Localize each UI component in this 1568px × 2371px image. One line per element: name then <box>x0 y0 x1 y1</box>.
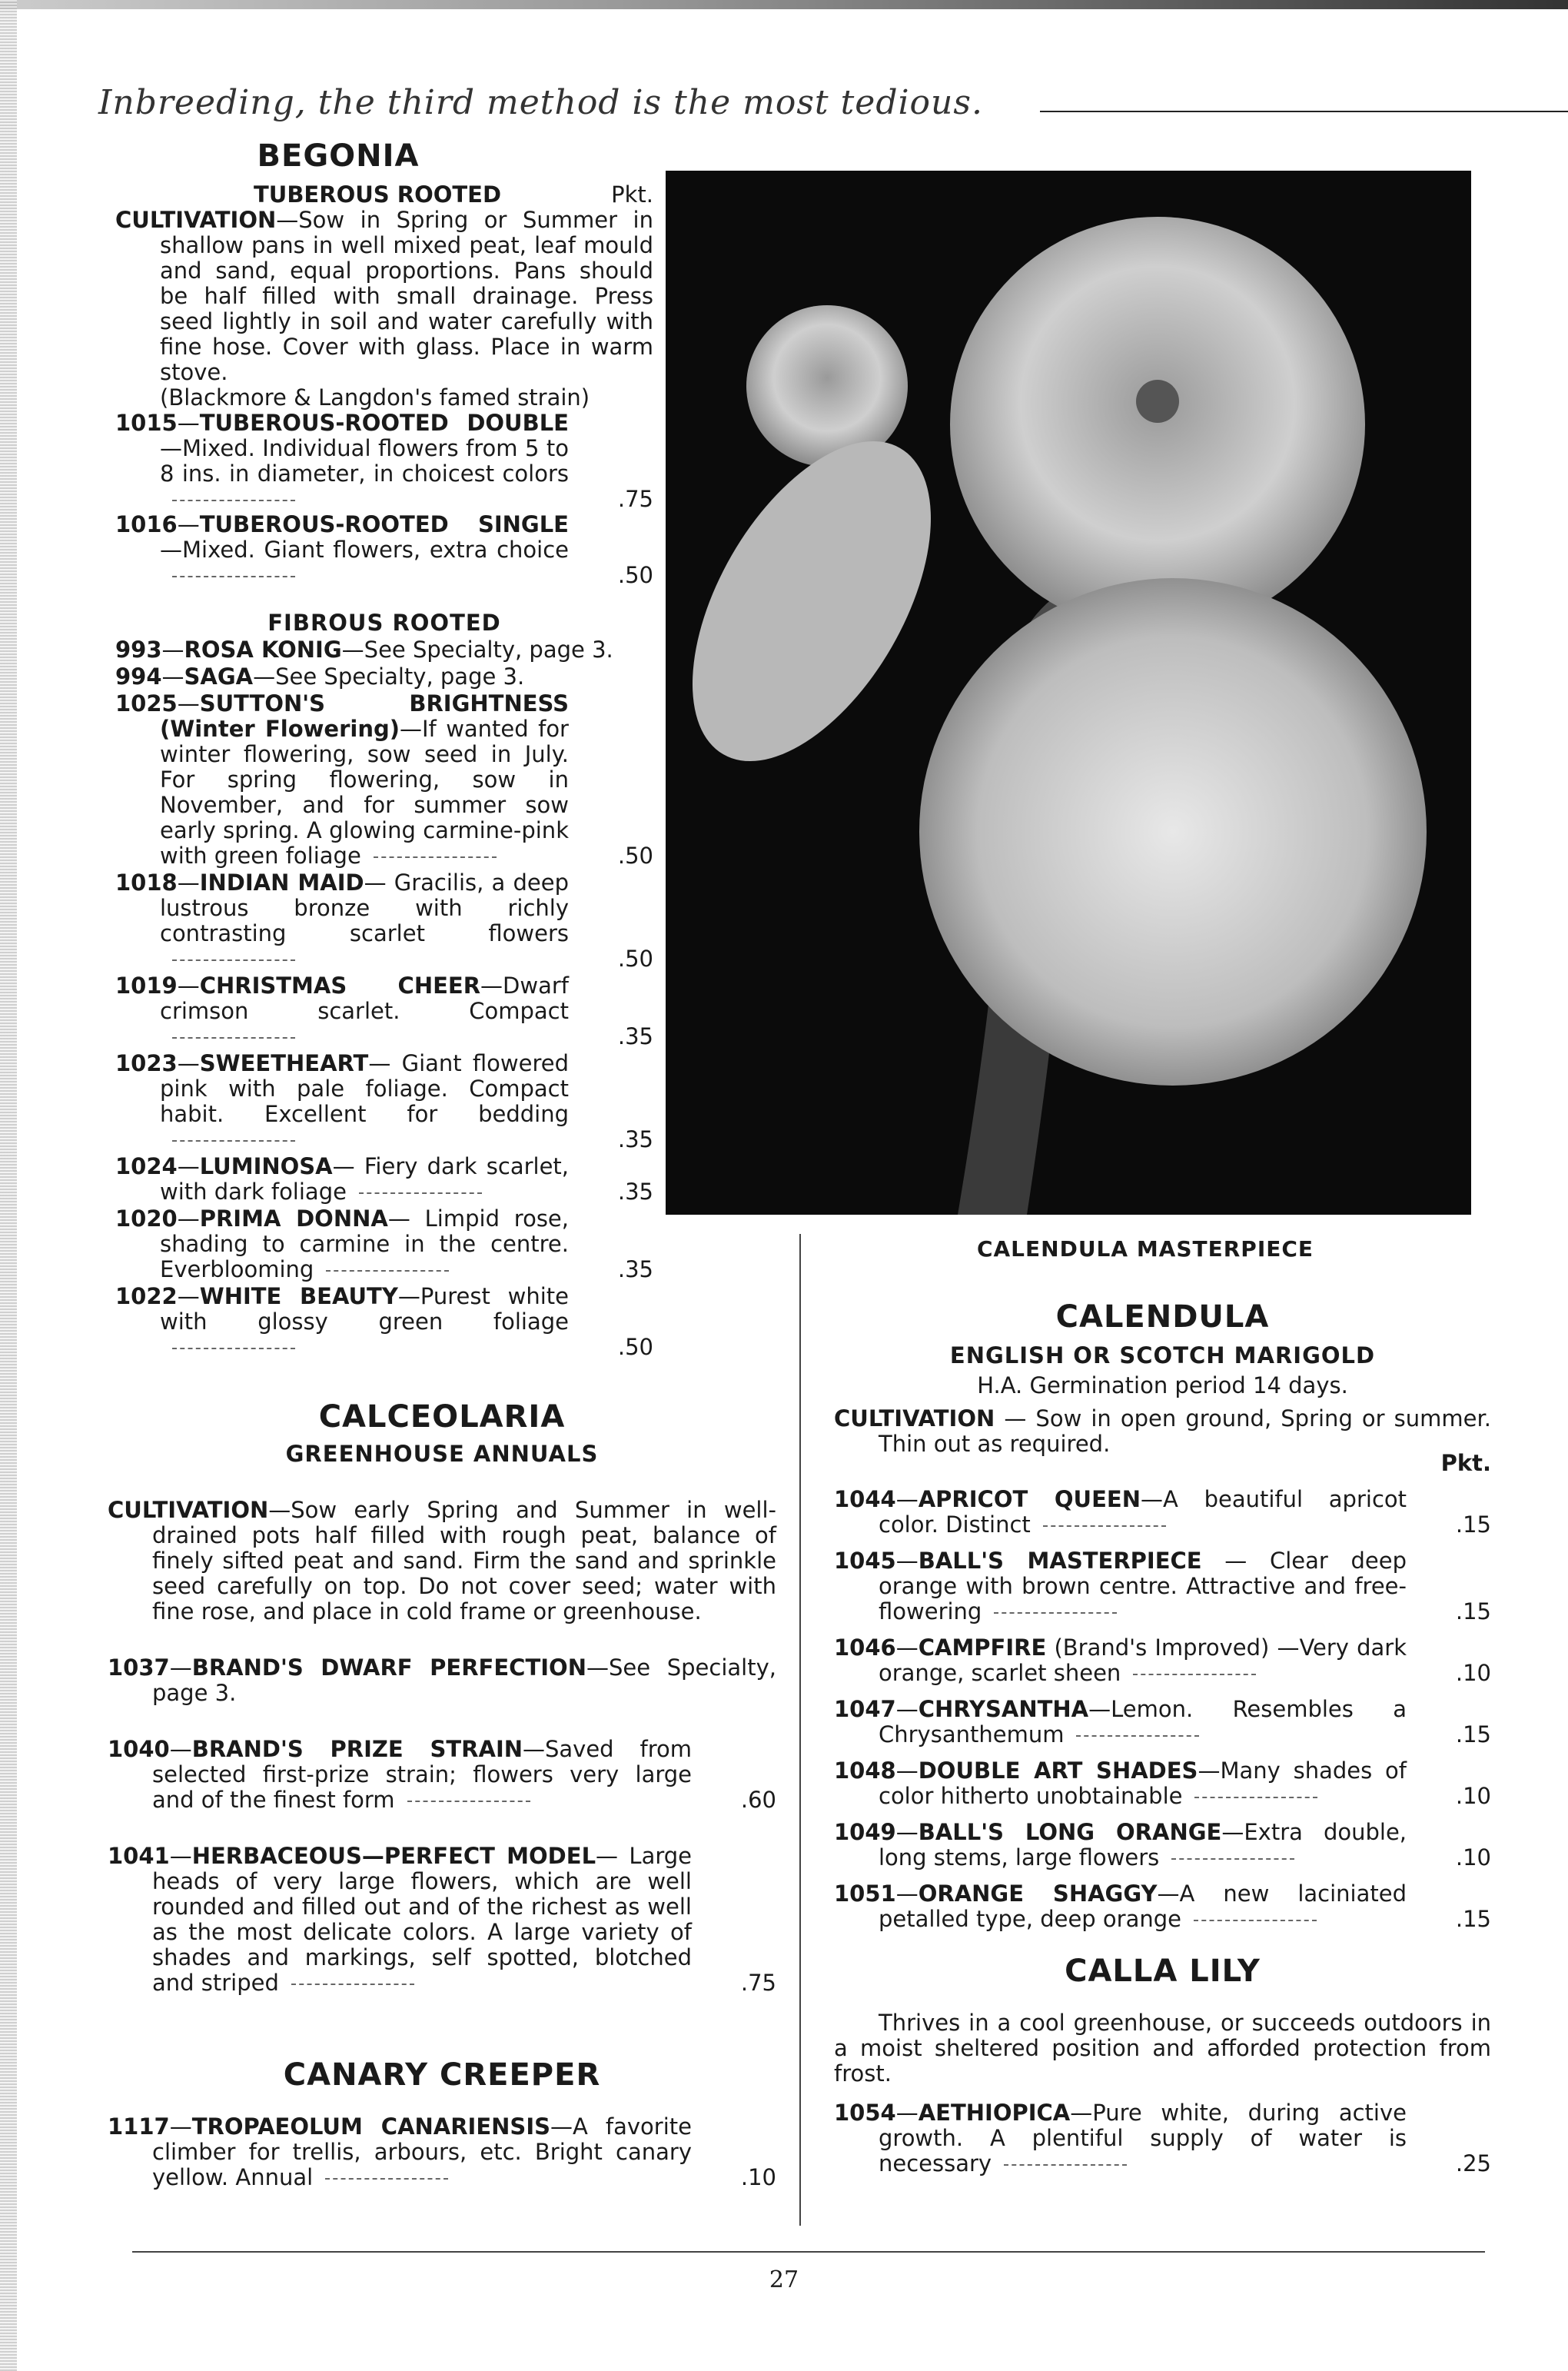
begonia-cultivation: CULTIVATION—Sow in Spring or Summer in shallow pans in well mixed peat, leaf mould and sand, equal proportions. Pans should be half filled with small drainage. Press seed lightly in soil and water carefully with fine hose. Cover with glass. Place in warm stove. <box>115 207 653 385</box>
item-desc: — Giant flowered pink with pale foliage. Compact habit. Excellent for bedding <box>160 1050 569 1127</box>
catalog-item: 1049—BALL'S LONG ORANGE—Extra double, long stems, large flowers .10 <box>834 1819 1491 1871</box>
item-price: .50 <box>617 1334 653 1360</box>
item-desc: —Extra double, long stems, large flowers <box>879 1819 1407 1871</box>
item-desc: —A new laciniated petalled type, deep orange <box>879 1881 1407 1932</box>
item-desc: — Gracilis, a deep lustrous bronze with richly contrasting scarlet flowers <box>160 870 569 946</box>
calla-lily-title: CALLA LILY <box>1065 1954 1261 1989</box>
dot-leader <box>1004 2164 1127 2166</box>
calendula-subtitle: ENGLISH OR SCOTCH MARIGOLD <box>949 1342 1376 1368</box>
catalog-item: 1047—CHRYSANTHA—Lemon. Resembles a Chrysanthemum .15 <box>834 1696 1491 1747</box>
header-tagline: Inbreeding, the third method is the most tedious. <box>98 83 983 122</box>
dot-leader <box>1076 1735 1199 1737</box>
item-price: .35 <box>617 1256 653 1282</box>
item-code: 1051 <box>834 1881 896 1907</box>
item-price: .15 <box>1455 1598 1491 1624</box>
catalog-item: 1016—TUBEROUS-ROOTED SINGLE—Mixed. Giant flowers, extra choice .50 <box>115 511 653 588</box>
item-name: ROSA KONIG <box>184 637 342 663</box>
item-name: AETHIOPICA <box>918 2100 1071 2126</box>
calendula-photo <box>666 171 1471 1215</box>
item-desc: —Dwarf crimson scarlet. Compact <box>160 973 569 1024</box>
item-code: 994 <box>115 663 162 690</box>
item-name: SWEETHEART <box>199 1050 369 1076</box>
item-name: TUBEROUS-ROOTED SINGLE <box>199 511 569 537</box>
canary-creeper-list <box>108 2114 776 2190</box>
arrow-right-icon <box>1040 111 1568 112</box>
item-code: 1025 <box>115 690 178 717</box>
item-name: BRAND'S PRIZE STRAIN <box>191 1736 523 1762</box>
item-desc: —See Specialty, page 3. <box>152 1654 776 1706</box>
item-code: 1045 <box>834 1548 896 1574</box>
strain-note: (Blackmore & Langdon's famed strain) <box>160 384 590 411</box>
catalog-item: 1037—BRAND'S DWARF PERFECTION—See Specialty, page 3. <box>108 1654 776 1706</box>
item-price: .15 <box>1455 1906 1491 1932</box>
item-desc: (Brand's Improved) —Very dark orange, scarlet sheen <box>879 1634 1407 1686</box>
item-desc: — Limpid rose, shading to carmine in the centre. Everblooming <box>160 1205 569 1282</box>
upper-flower <box>950 217 1365 632</box>
catalog-item: 1019—CHRISTMAS CHEER—Dwarf crimson scarlet. Compact .35 <box>115 973 653 1049</box>
catalog-item: 1018—INDIAN MAID— Gracilis, a deep lustrous bronze with richly contrasting scarlet flowers .50 <box>115 870 653 972</box>
fibrous-list <box>115 637 653 1360</box>
item-price: .15 <box>1455 1721 1491 1747</box>
canary-creeper-title: CANARY CREEPER <box>283 2057 601 2093</box>
item-name: CHRISTMAS CHEER <box>199 973 481 999</box>
catalog-item: 1025—SUTTON'S BRIGHTNESS (Winter Flowering)—If wanted for winter flowering, sow seed in July. For spring flowering, sow in November, and for summer sow early spring. A glowing carmine-pink with green foliage .50 <box>115 690 653 869</box>
catalog-item: 1023—SWEETHEART— Giant flowered pink with pale foliage. Compact habit. Excellent for bedding .35 <box>115 1050 653 1152</box>
page-top-edge <box>0 0 1568 9</box>
item-code: 1022 <box>115 1283 178 1309</box>
photo-caption: CALENDULA MASTERPIECE <box>976 1236 1314 1262</box>
item-code: 1023 <box>115 1050 178 1076</box>
dot-leader <box>1171 1858 1294 1860</box>
dot-leader <box>407 1801 530 1802</box>
catalog-item: 993—ROSA KONIG—See Specialty, page 3. <box>115 637 613 663</box>
item-price: .10 <box>740 2164 776 2190</box>
item-code: 1037 <box>108 1654 170 1681</box>
column-divider <box>799 1234 801 2226</box>
item-desc: —A beautiful apricot color. Distinct <box>879 1486 1407 1538</box>
page-number: 27 <box>769 2266 799 2293</box>
item-code: 1117 <box>108 2113 170 2140</box>
tuberous-subtitle: TUBEROUS ROOTED <box>254 181 502 208</box>
catalog-item: 1117—TROPAEOLUM CANARIENSIS—A favorite climber for trellis, arbours, etc. Bright canary yellow. Annual .10 <box>108 2113 776 2190</box>
item-desc: — Clear deep orange with brown centre. Attractive and free-flowering <box>879 1548 1407 1624</box>
item-subname: (Winter Flowering) <box>160 716 400 742</box>
item-name: APRICOT QUEEN <box>918 1486 1141 1512</box>
dot-leader <box>994 1612 1117 1614</box>
catalog-item: 994—SAGA—See Specialty, page 3. <box>115 663 525 690</box>
catalog-item: 1045—BALL'S MASTERPIECE — Clear deep orange with brown centre. Attractive and free-flowering .15 <box>834 1548 1491 1624</box>
fibrous-subtitle: FIBROUS ROOTED <box>267 610 501 636</box>
calendula-cultivation: CULTIVATION — Sow in open ground, Spring or summer. Thin out as required. <box>834 1405 1491 1457</box>
calceolaria-title: CALCEOLARIA <box>318 1399 566 1435</box>
item-price: .10 <box>1455 1783 1491 1809</box>
calla-lily-list <box>834 2100 1491 2176</box>
dot-leader <box>172 1348 295 1349</box>
dot-leader <box>1194 1797 1317 1798</box>
item-name: SAGA <box>184 663 254 690</box>
catalog-item: 1024—LUMINOSA— Fiery dark scarlet, with dark foliage .35 <box>115 1153 653 1205</box>
dot-leader <box>359 1192 482 1194</box>
calceolaria-subtitle: GREENHOUSE ANNUALS <box>285 1441 599 1467</box>
item-code: 1046 <box>834 1634 896 1661</box>
item-name: TUBEROUS-ROOTED DOUBLE <box>199 410 569 436</box>
germination-note: H.A. Germination period 14 days. <box>977 1372 1348 1398</box>
catalog-item: 1020—PRIMA DONNA— Limpid rose, shading to carmine in the centre. Everblooming .35 <box>115 1205 653 1282</box>
dot-leader <box>172 500 295 501</box>
calla-lily-intro: Thrives in a cool greenhouse, or succeeds outdoors in a moist sheltered position and afforded protection from frost. <box>834 2010 1491 2087</box>
dot-leader <box>172 1140 295 1142</box>
dot-leader <box>291 1984 414 1985</box>
calceolaria-section <box>108 1399 776 2190</box>
item-name: ORANGE SHAGGY <box>918 1881 1158 1907</box>
item-price: .10 <box>1455 1660 1491 1686</box>
dot-leader <box>1133 1674 1256 1675</box>
dot-leader <box>1194 1920 1317 1921</box>
item-desc: —See Specialty, page 3. <box>341 637 613 663</box>
item-name: PRIMA DONNA <box>199 1205 388 1232</box>
dot-leader <box>172 959 295 961</box>
begonia-title: BEGONIA <box>257 138 420 174</box>
item-code: 1054 <box>834 2100 896 2126</box>
side-flower <box>666 402 980 800</box>
item-price: .35 <box>617 1126 653 1152</box>
catalog-item: 1046—CAMPFIRE (Brand's Improved) —Very dark orange, scarlet sheen .10 <box>834 1634 1491 1686</box>
item-name: SUTTON'S BRIGHTNESS <box>199 690 569 717</box>
item-code: 1016 <box>115 511 178 537</box>
item-desc: —See Specialty, page 3. <box>253 663 525 690</box>
item-price: .60 <box>740 1787 776 1813</box>
dot-leader <box>1043 1525 1166 1527</box>
item-desc: — Large heads of very large flowers, which are well rounded and filled out and of the richest as well as the most delicate colors. A large variety of shades and markings, self spotted, blotched and striped <box>152 1843 692 1996</box>
item-name: CHRYSANTHA <box>918 1696 1089 1722</box>
pkt-label-right: Pkt. <box>1440 1450 1491 1476</box>
item-code: 1019 <box>115 973 178 999</box>
item-price: .50 <box>617 562 653 588</box>
dot-leader <box>172 576 295 577</box>
item-price: .75 <box>617 486 653 512</box>
item-desc: —Pure white, during active growth. A plentiful supply of water is necessary <box>879 2100 1407 2176</box>
item-desc: —Many shades of color hitherto unobtainable <box>879 1757 1407 1809</box>
item-code: 1024 <box>115 1153 178 1179</box>
item-code: 1049 <box>834 1819 896 1845</box>
item-price: .35 <box>617 1179 653 1205</box>
page-header <box>98 83 1513 129</box>
item-name: BALL'S MASTERPIECE <box>918 1548 1202 1574</box>
item-name: WHITE BEAUTY <box>199 1283 398 1309</box>
item-desc: —If wanted for winter flowering, sow seed in July. For spring flowering, sow in November, and for summer sow early spring. A glowing carmine-pink with green foliage <box>160 716 569 869</box>
catalog-item: 1051—ORANGE SHAGGY—A new laciniated petalled type, deep orange .15 <box>834 1881 1491 1932</box>
item-code: 1048 <box>834 1757 896 1784</box>
item-price: .25 <box>1455 2150 1491 2176</box>
page-left-edge <box>0 0 17 2371</box>
item-desc: —Purest white with glossy green foliage <box>160 1283 569 1335</box>
item-code: 1040 <box>108 1736 170 1762</box>
item-code: 1044 <box>834 1486 896 1512</box>
catalog-item: 1054—AETHIOPICA—Pure white, during active growth. A plentiful supply of water is necessary .25 <box>834 2100 1491 2176</box>
catalog-item: 1040—BRAND'S PRIZE STRAIN—Saved from selected first-prize strain; flowers very large and of the finest form .60 <box>108 1736 776 1813</box>
dot-leader <box>172 1037 295 1039</box>
item-code: 1041 <box>108 1843 170 1869</box>
item-name: CAMPFIRE <box>918 1634 1047 1661</box>
calceolaria-list <box>108 1655 776 1996</box>
catalog-item: 1022—WHITE BEAUTY—Purest white with glossy green foliage .50 <box>115 1283 653 1360</box>
item-price: .10 <box>1455 1844 1491 1871</box>
dot-leader <box>326 1270 449 1272</box>
item-name: LUMINOSA <box>199 1153 333 1179</box>
catalog-item: 1048—DOUBLE ART SHADES—Many shades of color hitherto unobtainable .10 <box>834 1757 1491 1809</box>
item-price: .50 <box>617 843 653 869</box>
item-code: 1018 <box>115 870 178 896</box>
begonia-section <box>115 138 653 1360</box>
item-price: .15 <box>1455 1511 1491 1538</box>
calceolaria-cultivation: CULTIVATION—Sow early Spring and Summer in well-drained pots half filled with rough peat, balance of finely sifted peat and sand. Firm the sand and sprinkle seed carefully on top. Do not cover seed; water with fine rose, and place in cold frame or greenhouse. <box>108 1497 776 1624</box>
dot-leader <box>325 2178 448 2180</box>
item-name: DOUBLE ART SHADES <box>918 1757 1198 1784</box>
item-desc: —Mixed. Giant flowers, extra choice <box>160 537 569 563</box>
catalog-item: 1044—APRICOT QUEEN—A beautiful apricot color. Distinct .15 <box>834 1486 1491 1538</box>
calendula-title: CALENDULA <box>1055 1299 1270 1335</box>
item-code: 1020 <box>115 1205 178 1232</box>
bottom-rule <box>132 2251 1485 2253</box>
item-name: HERBACEOUS—PERFECT MODEL <box>191 1843 596 1869</box>
item-name: TROPAEOLUM CANARIENSIS <box>191 2113 550 2140</box>
calendula-section <box>834 1299 1491 2176</box>
item-code: 1047 <box>834 1696 896 1722</box>
item-name: INDIAN MAID <box>199 870 364 896</box>
item-code: 1015 <box>115 410 178 436</box>
flower-illustration <box>666 171 1471 1215</box>
item-desc: —Mixed. Individual flowers from 5 to 8 ins. in diameter, in choicest colors <box>160 435 569 487</box>
item-name: BRAND'S DWARF PERFECTION <box>191 1654 586 1681</box>
item-code: 993 <box>115 637 162 663</box>
item-price: .75 <box>740 1970 776 1996</box>
item-name: BALL'S LONG ORANGE <box>918 1819 1222 1845</box>
lower-flower <box>919 578 1427 1086</box>
catalog-item: 1015—TUBEROUS-ROOTED DOUBLE—Mixed. Individual flowers from 5 to 8 ins. in diameter, in choicest colors .75 <box>115 410 653 512</box>
catalog-item: 1041—HERBACEOUS—PERFECT MODEL— Large heads of very large flowers, which are well rounded and filled out and of the richest as well as the most delicate colors. A large variety of shades and markings, self spotted, blotched and striped .75 <box>108 1843 776 1996</box>
item-price: .35 <box>617 1023 653 1049</box>
item-desc: —Saved from selected first-prize strain; flowers very large and of the finest form <box>152 1736 692 1813</box>
item-desc: —A favorite climber for trellis, arbours, etc. Bright canary yellow. Annual <box>152 2113 692 2190</box>
item-desc: —Lemon. Resembles a Chrysanthemum <box>879 1696 1407 1747</box>
tuberous-list <box>115 411 653 588</box>
pkt-label: Pkt. <box>611 181 653 208</box>
item-desc: — Fiery dark scarlet, with dark foliage <box>160 1153 569 1205</box>
dot-leader <box>374 856 497 858</box>
calendula-list <box>834 1487 1491 1932</box>
item-price: .50 <box>617 946 653 972</box>
